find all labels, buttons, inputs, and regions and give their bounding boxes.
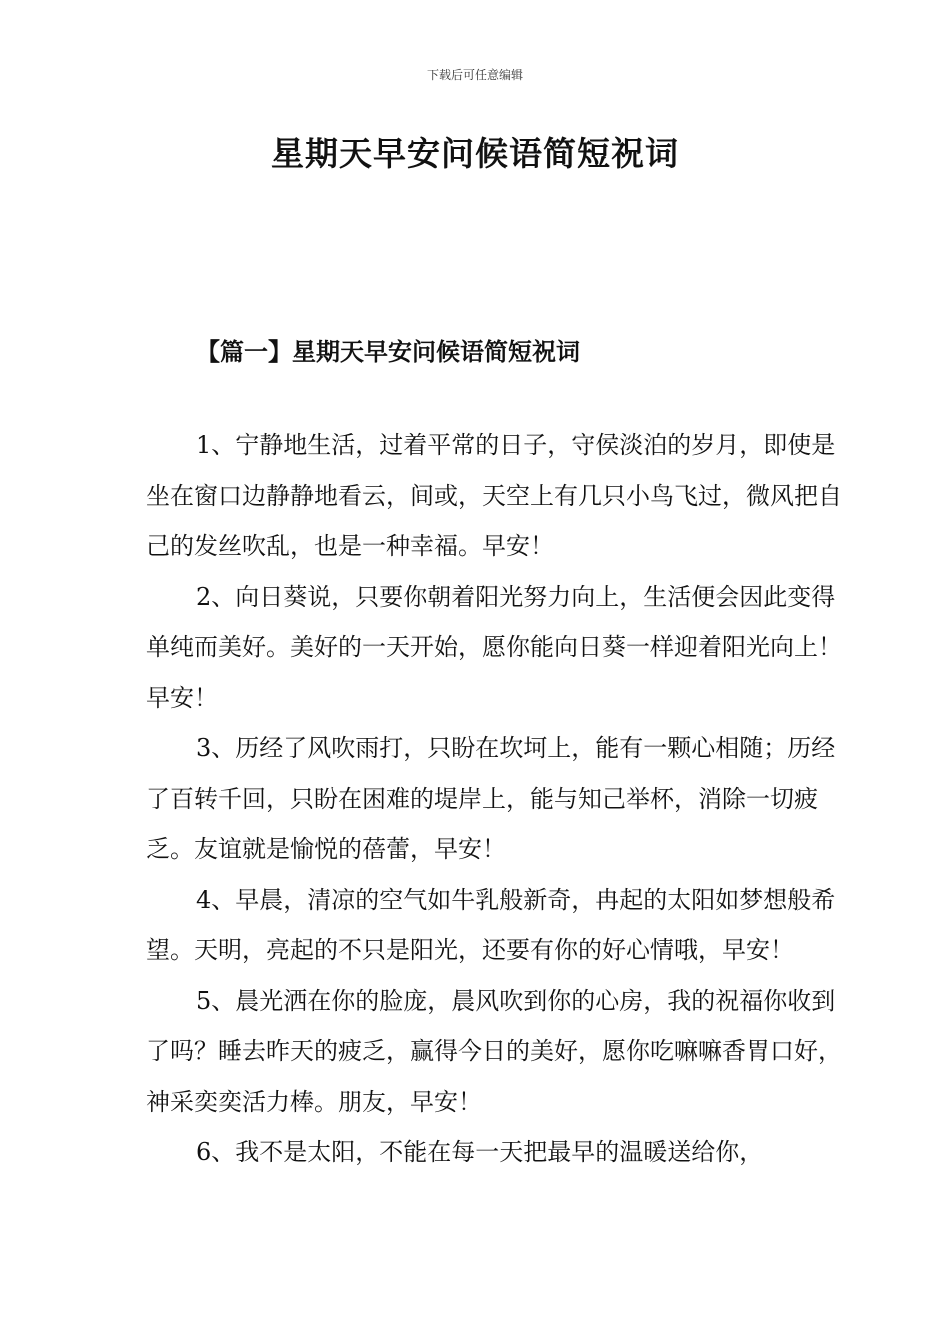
header-note: 下载后可任意编辑 xyxy=(426,68,523,82)
paragraph-line: 2、向日葵说，只要你朝着阳光努力向上，生活便会因 xyxy=(196,582,764,611)
paragraph-line: 4、早晨，清凉的空气如牛乳般新奇，冉起的太阳如梦 xyxy=(196,885,764,914)
paragraph-6 xyxy=(146,1127,846,1178)
paragraph-line: 即使是坐在窗口边静静地看云，间或，天空上有几只小鸟 xyxy=(146,431,836,510)
paragraph-line: 想般希望。天明，亮起的不只是阳光，还要有你的好心情 xyxy=(146,885,836,964)
paragraph-line: 1、宁静地生活，过着平常的日子，守侯淡泊的岁月， xyxy=(196,431,764,459)
paragraph-line: 嘛嘛香胃口好，神采奕奕活力棒。朋友，早安！ xyxy=(146,1037,842,1116)
paragraph-line: 历经了百转千回，只盼在困难的堤岸上，能与知己举杯， xyxy=(146,734,836,813)
paragraph-line: 迎着阳光向上！早安！ xyxy=(146,633,842,712)
paragraph-5 xyxy=(146,976,846,1128)
paragraph-4 xyxy=(146,875,846,976)
document-title: 星期天早安问候语简短祝词 xyxy=(271,134,679,173)
paragraph-1 xyxy=(146,420,846,572)
paragraph-line: 3、历经了风吹雨打，只盼在坎坷上，能有一颗心相随； xyxy=(196,734,788,762)
paragraph-2 xyxy=(146,572,846,724)
paragraph-line: 6、我不是太阳，不能在每一天把最早的温暖送给你， xyxy=(196,1138,764,1166)
paragraph-line: 此变得单纯而美好。美好的一天开始，愿你能向日葵一样 xyxy=(146,582,836,661)
paragraph-3 xyxy=(146,723,846,875)
paragraph-line: 你收到了吗？睡去昨天的疲乏，赢得今日的美好，愿你吃 xyxy=(146,986,836,1065)
paragraph-line: 哦，早安！ xyxy=(674,936,794,964)
paragraph-line: 消除一切疲乏。友谊就是愉悦的蓓蕾，早安！ xyxy=(146,784,818,863)
section-heading: 【篇一】星期天早安问候语简短祝词 xyxy=(196,337,580,366)
paragraph-line: 飞过，微风把自己的发丝吹乱，也是一种幸福。早安！ xyxy=(146,481,842,560)
paragraph-line: 5、晨光洒在你的脸庞，晨风吹到你的心房，我的祝福 xyxy=(196,986,764,1015)
body-text xyxy=(146,420,846,1178)
